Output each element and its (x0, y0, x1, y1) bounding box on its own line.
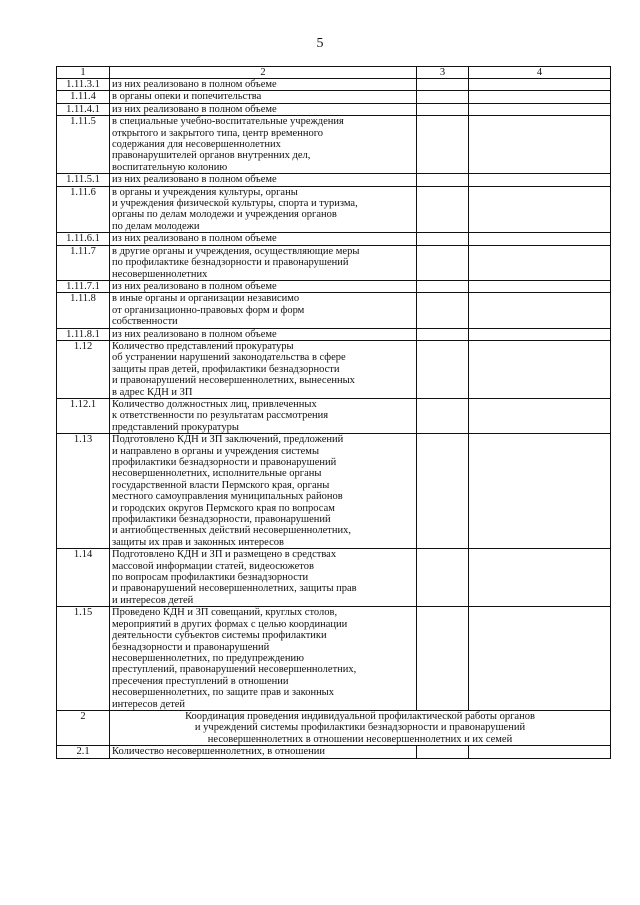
row-value-col-3 (417, 91, 469, 103)
row-value-col-3 (417, 186, 469, 233)
row-value-col-4 (469, 398, 611, 433)
row-value-col-4 (469, 116, 611, 174)
row-number: 1.11.7 (57, 245, 110, 280)
table-row (57, 398, 611, 433)
row-text: из них реализовано в полном объеме (110, 103, 417, 115)
row-value-col-4 (469, 328, 611, 340)
row-text: Количество должностных лиц, привлеченных к ответственности по результатам рассмотрения представлений прокуратуры (110, 398, 417, 433)
row-value-col-3 (417, 233, 469, 245)
header-row (57, 67, 611, 79)
table-row (57, 293, 611, 328)
row-text: Координация проведения индивидуальной профилактической работы органов и учреждений системы профилактики безнадзорности и правонарушений несовершеннолетних в отношении несовершеннолетних и их семей (110, 710, 611, 745)
row-value-col-3 (417, 293, 469, 328)
row-number: 1.11.4.1 (57, 103, 110, 115)
row-value-col-3 (417, 103, 469, 115)
page-number: 5 (316, 36, 324, 51)
table-row (57, 91, 611, 103)
row-number: 1.11.3.1 (57, 79, 110, 91)
row-value-col-4 (469, 746, 611, 758)
row-text: в другие органы и учреждения, осуществляющие меры по профилактике безнадзорности и правонарушений несовершеннолетних (110, 245, 417, 280)
table-row (57, 233, 611, 245)
row-value-col-4 (469, 91, 611, 103)
row-value-col-4 (469, 174, 611, 186)
row-value-col-3 (417, 549, 469, 607)
table-row (57, 607, 611, 711)
table-row (57, 174, 611, 186)
row-value-col-3 (417, 434, 469, 549)
row-value-col-4 (469, 186, 611, 233)
table-row (57, 434, 611, 549)
row-text: Количество несовершеннолетних, в отношении (110, 746, 417, 758)
row-number: 1.14 (57, 549, 110, 607)
table-row (57, 746, 611, 758)
row-value-col-3 (417, 174, 469, 186)
section-row (57, 710, 611, 745)
row-value-col-4 (469, 434, 611, 549)
row-number: 1.13 (57, 434, 110, 549)
row-text: из них реализовано в полном объеме (110, 79, 417, 91)
row-value-col-4 (469, 245, 611, 280)
row-value-col-3 (417, 328, 469, 340)
row-value-col-3 (417, 340, 469, 398)
report-table (56, 66, 611, 759)
row-number: 1.11.5 (57, 116, 110, 174)
row-number: 1.11.6 (57, 186, 110, 233)
row-text: в специальные учебно-воспитательные учреждения открытого и закрытого типа, центр временного содержания для несовершеннолетних правонарушителей органов внутренних дел, воспитательную колонию (110, 116, 417, 174)
row-number: 1.11.8 (57, 293, 110, 328)
row-number: 2 (57, 710, 110, 745)
row-number: 2.1 (57, 746, 110, 758)
row-text: Количество представлений прокуратуры об устранении нарушений законодательства в сфере защиты прав детей, профилактики безнадзорности и правонарушений несовершеннолетних, вынесенных в адрес КДН и ЗП (110, 340, 417, 398)
row-value-col-4 (469, 293, 611, 328)
row-value-col-4 (469, 233, 611, 245)
table-row (57, 79, 611, 91)
row-value-col-4 (469, 103, 611, 115)
row-number: 1.12 (57, 340, 110, 398)
row-text: из них реализовано в полном объеме (110, 233, 417, 245)
row-text: в органы опеки и попечительства (110, 91, 417, 103)
row-value-col-3 (417, 116, 469, 174)
row-text: Проведено КДН и ЗП совещаний, круглых столов, мероприятий в других формах с целью координации деятельности субъектов системы профилактики безнадзорности и правонарушений несовершеннолетних, по предупреждению преступлений, правонарушений несовершеннолетних, пресечения преступлений в отношении несовершеннолетних, по защите прав и законных интересов детей (110, 607, 417, 711)
row-text: из них реализовано в полном объеме (110, 174, 417, 186)
row-value-col-3 (417, 79, 469, 91)
table-row (57, 328, 611, 340)
header-col-1: 1 (57, 67, 110, 79)
table-row (57, 103, 611, 115)
row-text: из них реализовано в полном объеме (110, 280, 417, 292)
row-number: 1.11.4 (57, 91, 110, 103)
table-row (57, 549, 611, 607)
row-value-col-4 (469, 607, 611, 711)
row-text: Подготовлено КДН и ЗП заключений, предложений и направлено в органы и учреждения системы профилактики безнадзорности и правонарушений несовершеннолетних, исполнительные органы государственной власти Пермского края, органы местного самоуправления муниципальных районов и городских округов Пермского края по вопросам профилактики безнадзорности, правонарушений и антиобщественных действий несовершеннолетних, защиты их прав и законных интересов (110, 434, 417, 549)
row-number: 1.11.6.1 (57, 233, 110, 245)
row-text: Подготовлено КДН и ЗП и размещено в средствах массовой информации статей, видеосюжетов по вопросам профилактики безнадзорности и правонарушений несовершеннолетних, защиты прав и интересов детей (110, 549, 417, 607)
row-value-col-3 (417, 607, 469, 711)
table-row (57, 340, 611, 398)
row-text: в иные органы и организации независимо от организационно-правовых форм и форм собственности (110, 293, 417, 328)
row-text: в органы и учреждения культуры, органы и учреждения физической культуры, спорта и туризма, органы по делам молодежи и учреждения органов по делам молодежи (110, 186, 417, 233)
table-row (57, 280, 611, 292)
row-value-col-4 (469, 549, 611, 607)
header-col-4: 4 (469, 67, 611, 79)
header-col-2: 2 (110, 67, 417, 79)
row-number: 1.11.7.1 (57, 280, 110, 292)
row-text: из них реализовано в полном объеме (110, 328, 417, 340)
row-value-col-3 (417, 746, 469, 758)
row-number: 1.12.1 (57, 398, 110, 433)
row-value-col-4 (469, 340, 611, 398)
row-value-col-4 (469, 280, 611, 292)
row-number: 1.15 (57, 607, 110, 711)
table-row (57, 186, 611, 233)
table-row (57, 245, 611, 280)
header-col-3: 3 (417, 67, 469, 79)
row-value-col-4 (469, 79, 611, 91)
table-row (57, 116, 611, 174)
row-value-col-3 (417, 398, 469, 433)
row-number: 1.11.8.1 (57, 328, 110, 340)
row-value-col-3 (417, 245, 469, 280)
row-number: 1.11.5.1 (57, 174, 110, 186)
row-value-col-3 (417, 280, 469, 292)
